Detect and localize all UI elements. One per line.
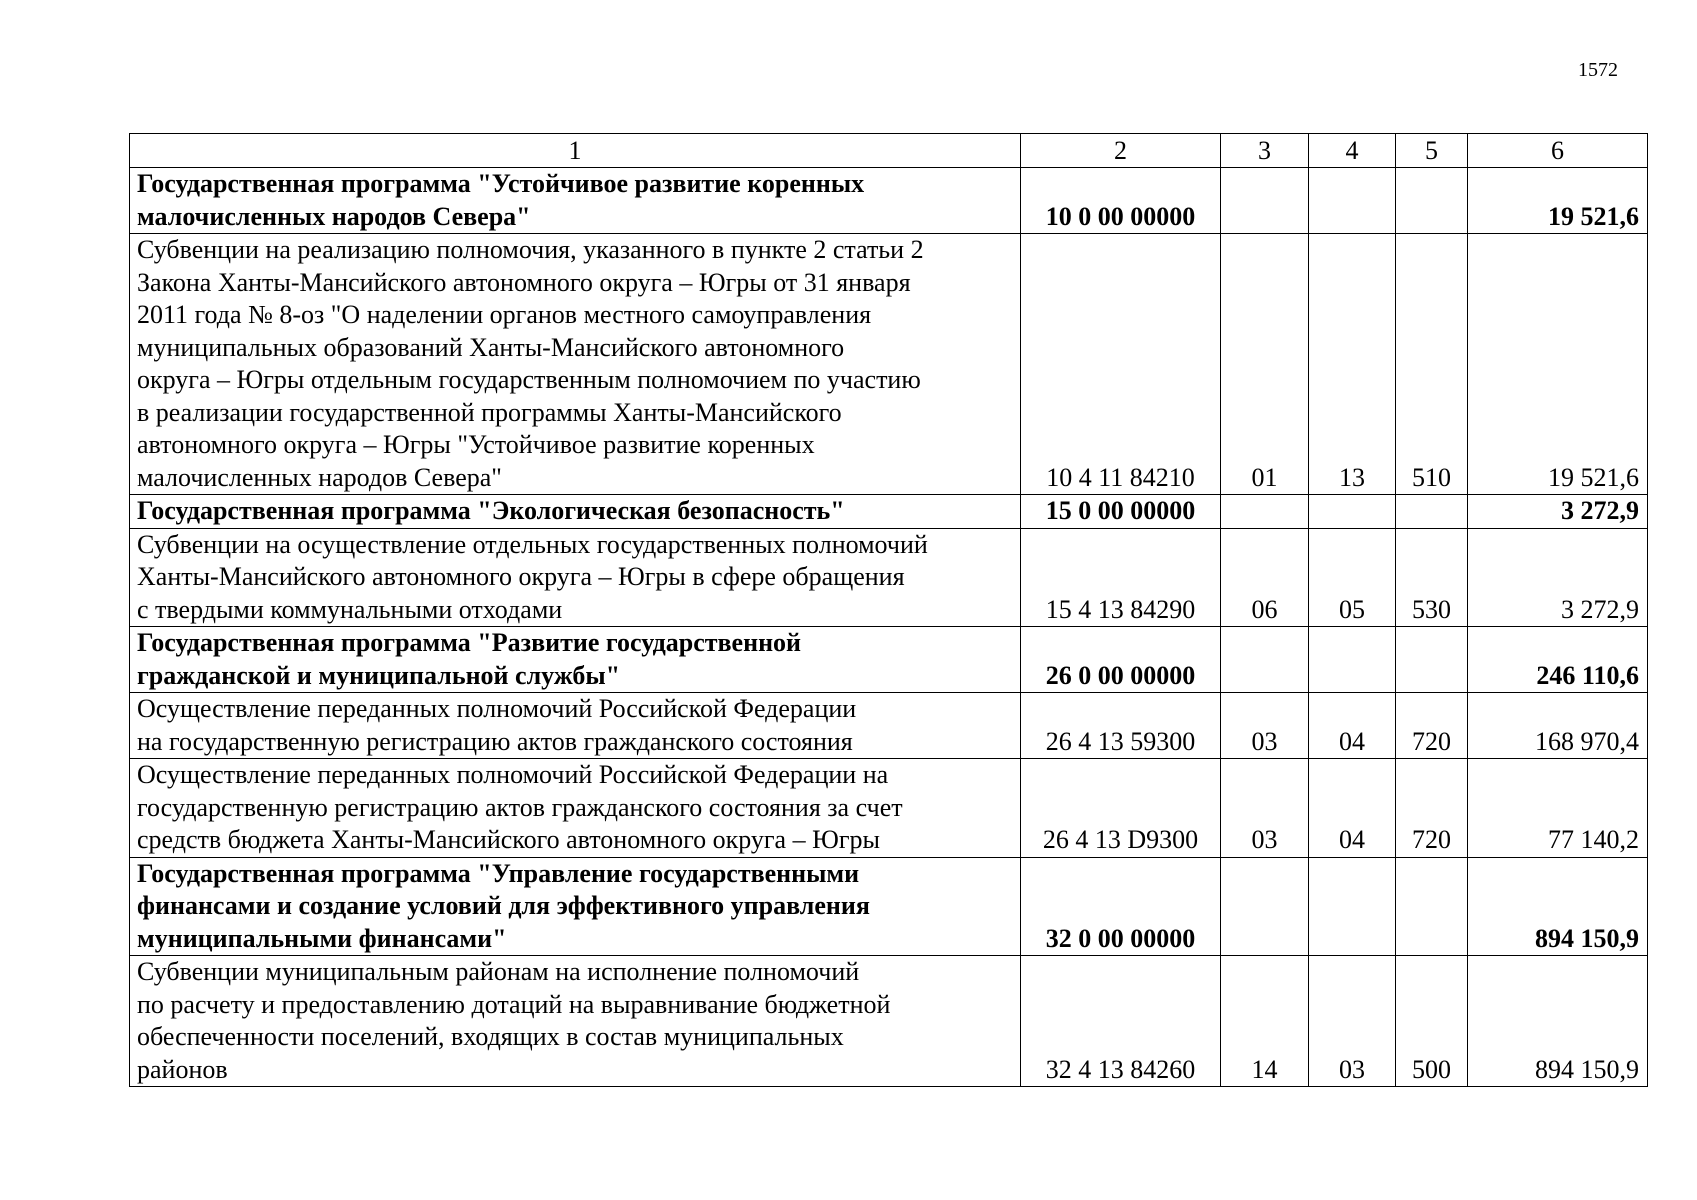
target-article-code: 15 0 00 00000 <box>1021 495 1221 529</box>
subsection-code <box>1309 495 1396 529</box>
item-row <box>130 956 1648 1087</box>
page-number: 1572 <box>1578 59 1618 81</box>
section-code: 03 <box>1221 693 1309 759</box>
target-article-code: 32 0 00 00000 <box>1021 857 1221 956</box>
subsection-code: 03 <box>1309 956 1396 1087</box>
row-name <box>130 956 1021 1087</box>
row-name-line: Субвенции на реализацию полномочия, указанного в пункте 2 статьи 2 <box>137 235 924 264</box>
amount: 77 140,2 <box>1468 759 1648 858</box>
amount: 894 150,9 <box>1468 956 1648 1087</box>
expense-type-code <box>1396 168 1468 234</box>
subsection-code: 04 <box>1309 693 1396 759</box>
target-article-code: 26 0 00 00000 <box>1021 627 1221 693</box>
row-name-line: Осуществление переданных полномочий Российской Федерации на <box>137 760 889 789</box>
program-row <box>130 627 1648 693</box>
row-name-line: с твердыми коммунальными отходами <box>137 594 563 624</box>
row-name-line: обеспеченности поселений, входящих в состав муниципальных <box>137 1022 844 1051</box>
row-name-line: Ханты-Мансийского автономного округа – Югры в сфере обращения <box>137 562 905 591</box>
expense-type-code <box>1396 495 1468 529</box>
expense-type-code: 530 <box>1396 528 1468 627</box>
row-name-line: Закона Ханты-Мансийского автономного округа – Югры от 31 января <box>137 267 911 297</box>
row-name-line: Осуществление переданных полномочий Российской Федерации <box>137 694 857 723</box>
row-name-line: в реализации государственной программы Ханты-Мансийского <box>137 397 842 427</box>
row-name <box>130 234 1021 495</box>
row-name-line: Субвенции на осуществление отдельных государственных полномочий <box>137 529 928 559</box>
section-code <box>1221 627 1309 693</box>
amount: 3 272,9 <box>1468 528 1648 627</box>
amount: 168 970,4 <box>1468 693 1648 759</box>
target-article-code: 15 4 13 84290 <box>1021 528 1221 627</box>
row-name <box>130 495 1021 529</box>
target-article-code: 26 4 13 59300 <box>1021 693 1221 759</box>
subsection-code <box>1309 168 1396 234</box>
item-row <box>130 234 1648 495</box>
row-name <box>130 168 1021 234</box>
row-name-line: по расчету и предоставлению дотаций на выравнивание бюджетной <box>137 989 891 1019</box>
row-name-line: автономного округа – Югры "Устойчивое развитие коренных <box>137 430 815 459</box>
column-header: 6 <box>1468 134 1648 168</box>
section-code <box>1221 168 1309 234</box>
budget-table <box>129 133 1648 1087</box>
row-name-line: 2011 года № 8-оз "О наделении органов местного самоуправления <box>137 300 872 329</box>
row-name-line: на государственную регистрацию актов гражданского состояния <box>137 726 853 756</box>
row-name <box>130 693 1021 759</box>
item-row <box>130 528 1648 627</box>
section-code: 01 <box>1221 234 1309 495</box>
row-name-line: гражданской и муниципальной службы" <box>137 660 621 690</box>
row-name-line: районов <box>137 1054 228 1084</box>
row-name <box>130 528 1021 627</box>
section-code: 06 <box>1221 528 1309 627</box>
row-name-line: муниципальных образований Ханты-Мансийского автономного <box>137 332 845 362</box>
expense-type-code: 500 <box>1396 956 1468 1087</box>
expense-type-code: 720 <box>1396 759 1468 858</box>
table-header-row <box>130 134 1648 168</box>
program-row <box>130 168 1648 234</box>
row-name-line: муниципальными финансами" <box>137 923 507 953</box>
expense-type-code: 720 <box>1396 693 1468 759</box>
column-header: 1 <box>130 134 1021 168</box>
row-name-line: государственную регистрацию актов гражданского состояния за счет <box>137 792 903 822</box>
row-name-line: округа – Югры отдельным государственным полномочием по участию <box>137 365 921 394</box>
column-header: 4 <box>1309 134 1396 168</box>
column-header: 3 <box>1221 134 1309 168</box>
program-row <box>130 495 1648 529</box>
subsection-code <box>1309 627 1396 693</box>
row-name-line: малочисленных народов Севера" <box>137 462 502 492</box>
target-article-code: 10 0 00 00000 <box>1021 168 1221 234</box>
amount: 19 521,6 <box>1468 234 1648 495</box>
row-name-line: Государственная программа "Управление государственными <box>137 858 860 888</box>
subsection-code: 13 <box>1309 234 1396 495</box>
section-code <box>1221 857 1309 956</box>
row-name-line: Государственная программа "Устойчивое развитие коренных <box>137 169 865 198</box>
target-article-code: 10 4 11 84210 <box>1021 234 1221 495</box>
section-code <box>1221 495 1309 529</box>
row-name <box>130 759 1021 858</box>
row-name-line: Государственная программа "Развитие государственной <box>137 628 802 657</box>
amount: 3 272,9 <box>1468 495 1648 529</box>
target-article-code: 26 4 13 D9300 <box>1021 759 1221 858</box>
section-code: 14 <box>1221 956 1309 1087</box>
amount: 246 110,6 <box>1468 627 1648 693</box>
row-name <box>130 857 1021 956</box>
column-header: 5 <box>1396 134 1468 168</box>
subsection-code: 05 <box>1309 528 1396 627</box>
row-name-line: Государственная программа "Экологическая безопасность" <box>137 496 845 525</box>
item-row <box>130 693 1648 759</box>
expense-type-code <box>1396 857 1468 956</box>
item-row <box>130 759 1648 858</box>
amount: 19 521,6 <box>1468 168 1648 234</box>
row-name-line: Субвенции муниципальным районам на исполнение полномочий <box>137 957 860 986</box>
column-header: 2 <box>1021 134 1221 168</box>
program-row <box>130 857 1648 956</box>
row-name-line: малочисленных народов Севера" <box>137 201 531 231</box>
row-name-line: средств бюджета Ханты-Мансийского автономного округа – Югры <box>137 825 880 854</box>
subsection-code <box>1309 857 1396 956</box>
subsection-code: 04 <box>1309 759 1396 858</box>
target-article-code: 32 4 13 84260 <box>1021 956 1221 1087</box>
expense-type-code <box>1396 627 1468 693</box>
row-name-line: финансами и создание условий для эффективного управления <box>137 891 870 920</box>
expense-type-code: 510 <box>1396 234 1468 495</box>
row-name <box>130 627 1021 693</box>
amount: 894 150,9 <box>1468 857 1648 956</box>
section-code: 03 <box>1221 759 1309 858</box>
